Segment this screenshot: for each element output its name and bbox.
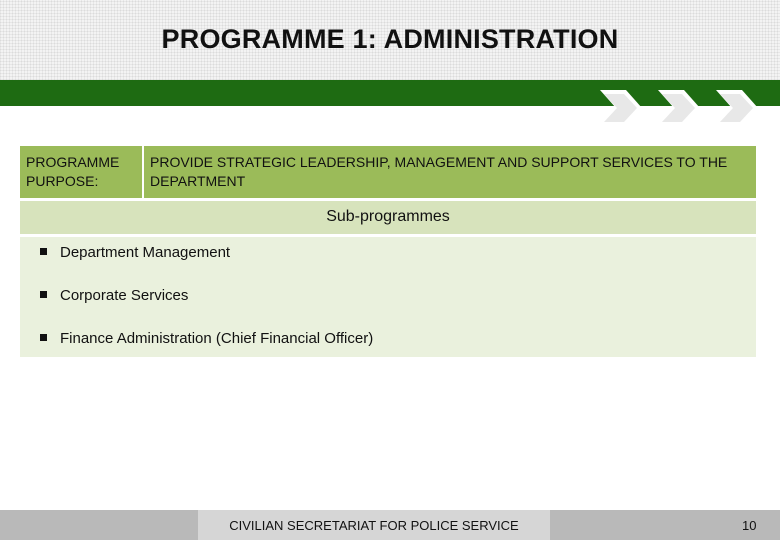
slide-title: PROGRAMME 1: ADMINISTRATION [161, 24, 619, 54]
square-bullet-icon [40, 291, 47, 298]
chevron-right-icon [716, 90, 758, 126]
list-item [40, 244, 230, 261]
chevron-right-icon [600, 90, 642, 126]
square-bullet-icon [40, 248, 47, 255]
chevron-right-icon [658, 90, 700, 126]
chevron-arrows-decoration [598, 86, 780, 130]
list-item [40, 287, 188, 304]
subprogramme-label: Department Management [60, 244, 231, 261]
programme-purpose-label: PROGRAMME PURPOSE: [26, 154, 120, 189]
subprogrammes-heading: Sub-programmes [20, 201, 756, 234]
page-number: 10 [742, 518, 757, 533]
column-divider [142, 146, 144, 198]
programme-purpose-text: PROVIDE STRATEGIC LEADERSHIP, MANAGEMENT AND SUPPORT SERVICES TO THE DEPARTMENT [150, 154, 728, 189]
subprogramme-label: Corporate Services [60, 287, 189, 304]
programme-purpose-row [20, 146, 756, 198]
subprogramme-label: Finance Administration (Chief Financial Officer) [60, 330, 374, 347]
square-bullet-icon [40, 334, 47, 341]
list-item [40, 330, 373, 347]
footer-organization: CIVILIAN SECRETARIAT FOR POLICE SERVICE [229, 518, 519, 533]
subprogrammes-list [20, 237, 756, 357]
